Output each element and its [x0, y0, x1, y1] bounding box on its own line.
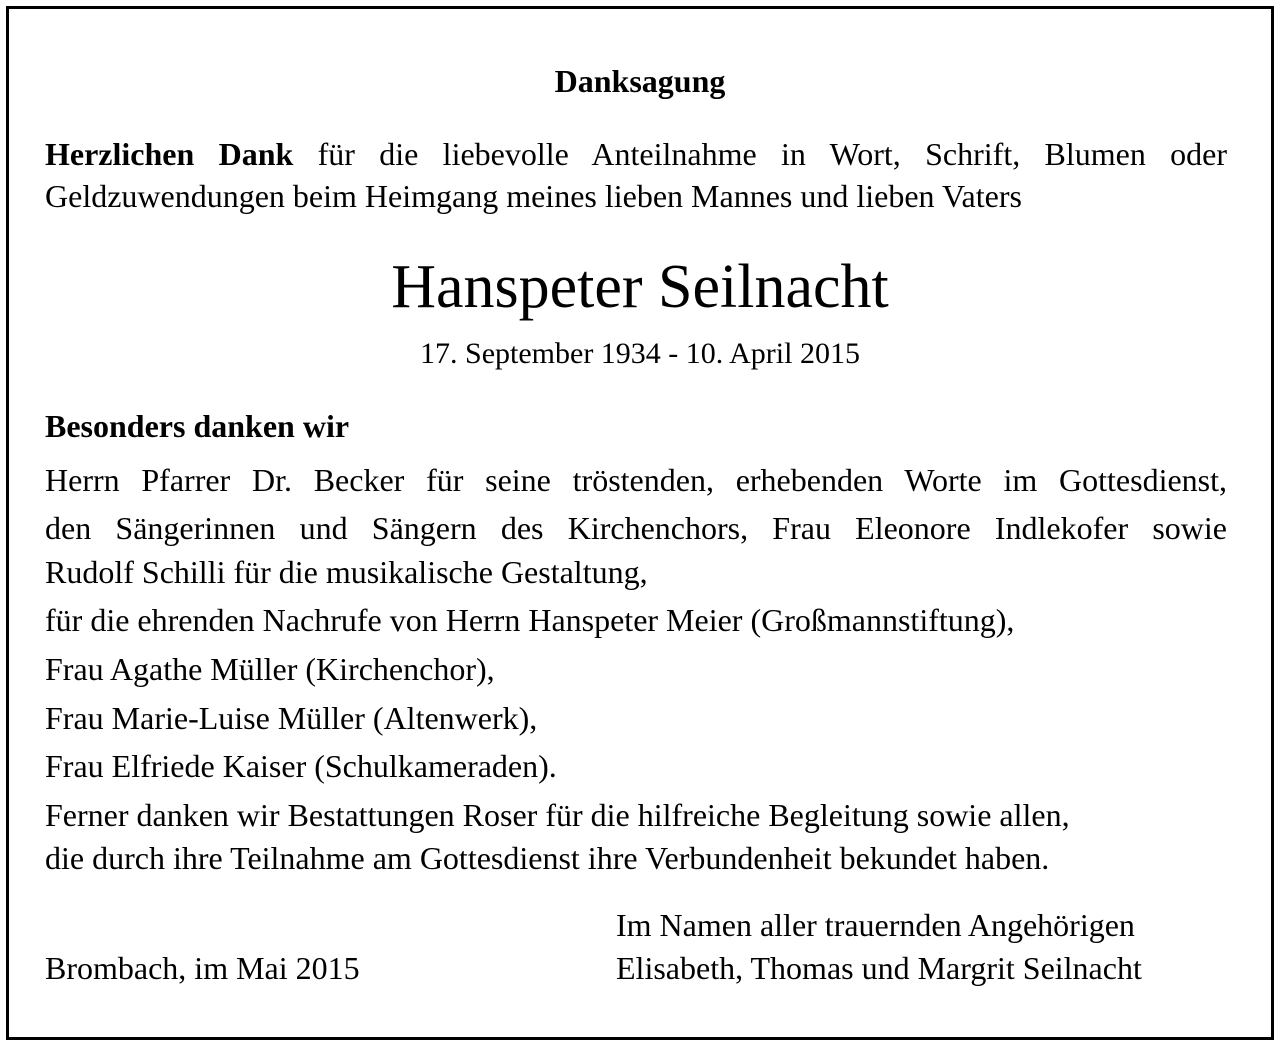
thanks-line: die durch ihre Teilnahme am Gottesdienst ihre Verbundenheit bekundet haben.	[45, 840, 1050, 876]
thanks-line: für die ehrenden Nachrufe von Herrn Hanspeter Meier (Großmannstiftung),	[45, 602, 1015, 638]
intro-line-1-rest: für die liebevolle Anteilnahme in Wort, Schrift, Blumen oder	[317, 136, 1228, 172]
life-dates: 17. September 1934 - 10. April 2015	[420, 337, 860, 370]
thanks-line: Herrn Pfarrer Dr. Becker für seine tröstenden, erhebenden Worte im Gottesdienst,	[45, 462, 1227, 498]
thanks-heading: Besonders danken wir	[45, 408, 350, 444]
thanks-line: Frau Marie-Luise Müller (Altenwerk),	[45, 700, 538, 736]
thanks-line: Frau Elfriede Kaiser (Schulkameraden).	[45, 748, 557, 784]
thanks-line: den Sängerinnen und Sängern des Kirchenchors, Frau Eleonore Indlekofer sowie	[45, 510, 1227, 546]
signature-line-2: Elisabeth, Thomas und Margrit Seilnacht	[616, 950, 1142, 986]
thanks-line: Rudolf Schilli für die musikalische Gestaltung,	[45, 554, 648, 590]
signature-line-1: Im Namen aller trauernden Angehörigen	[616, 907, 1135, 943]
notice-title: Danksagung	[554, 63, 726, 99]
intro-lead-bold: Herzlichen Dank	[45, 136, 294, 172]
thanks-line: Frau Agathe Müller (Kirchenchor),	[45, 651, 495, 687]
intro-line-2: Geldzuwendungen beim Heimgang meines lieben Mannes und lieben Vaters	[45, 178, 1022, 214]
deceased-name: Hanspeter Seilnacht	[391, 253, 889, 321]
intro-line-1	[45, 136, 1227, 172]
thanks-line: Ferner danken wir Bestattungen Roser für die hilfreiche Begleitung sowie allen,	[45, 797, 1070, 833]
place-date: Brombach, im Mai 2015	[45, 950, 360, 986]
